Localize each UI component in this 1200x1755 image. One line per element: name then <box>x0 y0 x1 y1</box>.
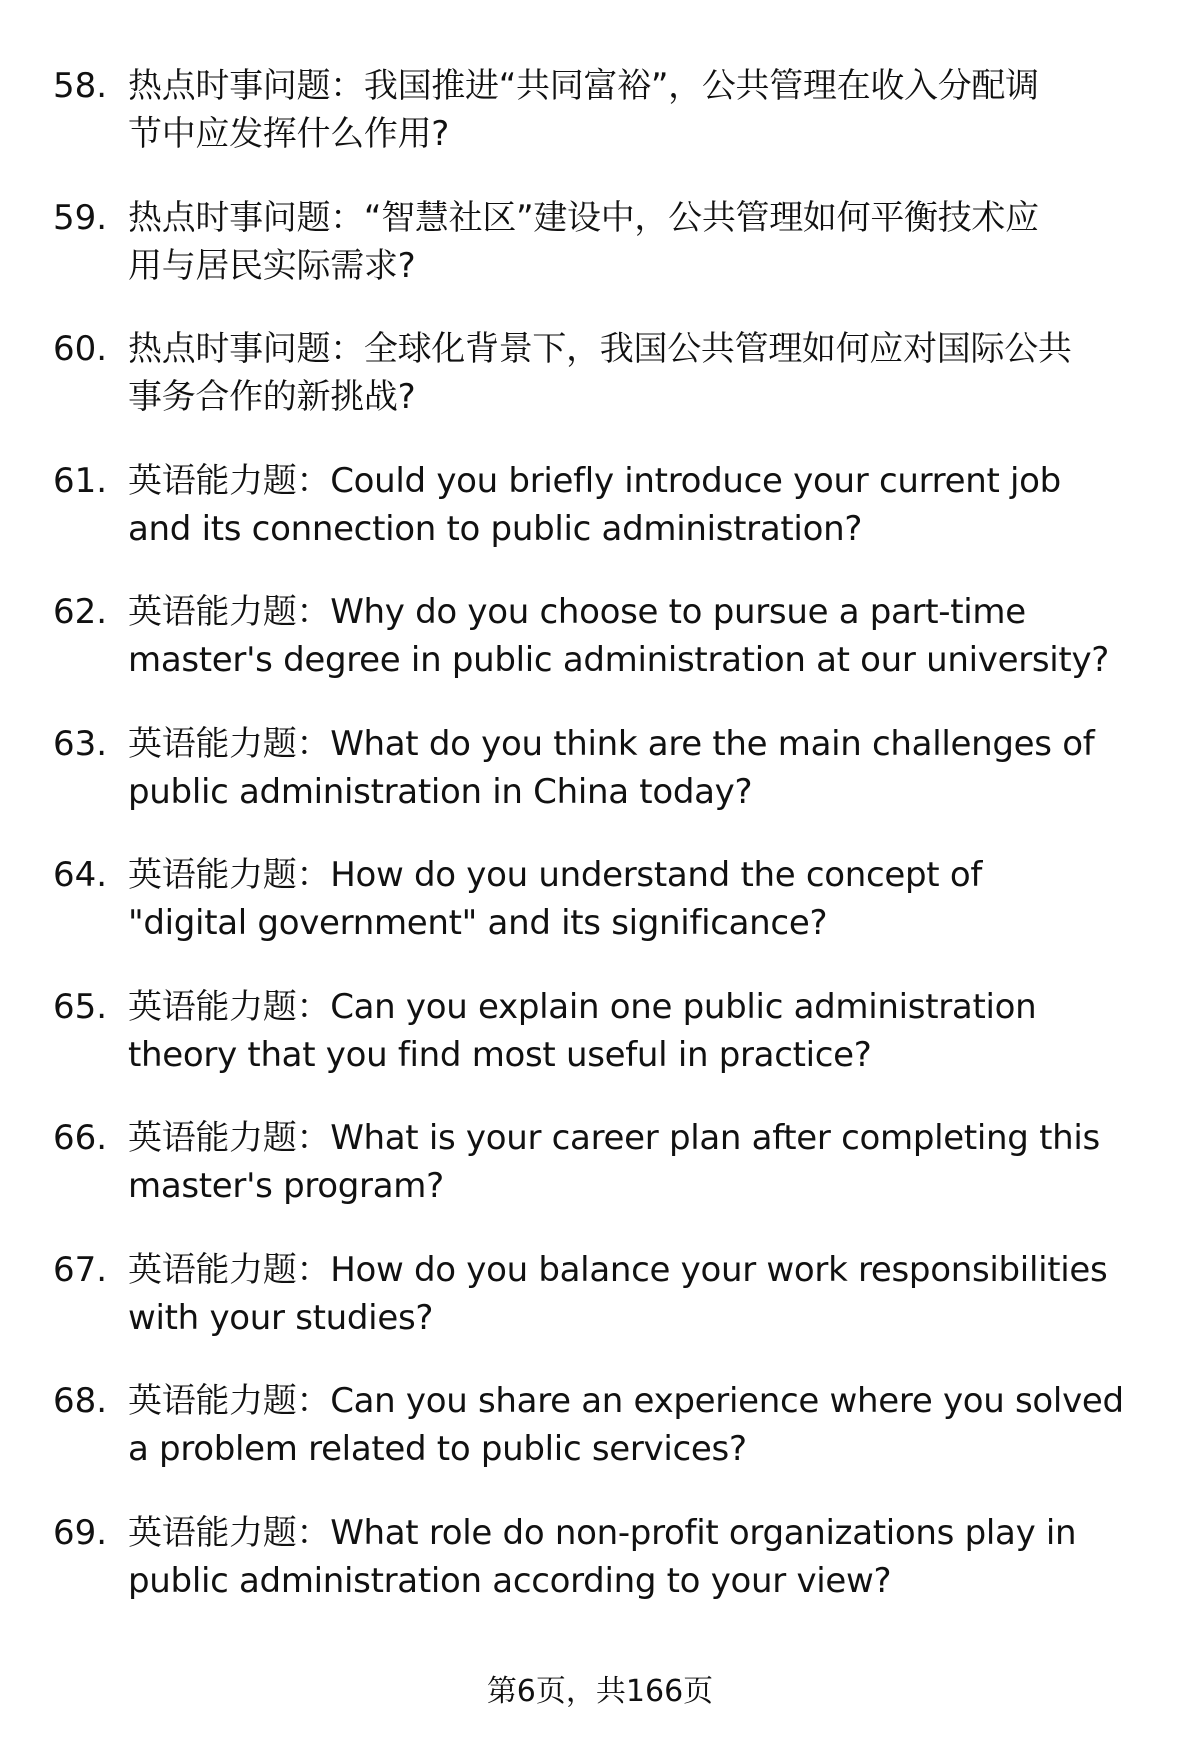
question-item <box>0 62 1200 194</box>
question-text-line: and its connection to public administration? <box>128 508 863 549</box>
question-text-line: 热点时事问题：全球化背景下，我国公共管理如何应对国际公共 <box>128 329 1072 369</box>
question-text-line: public administration in China today? <box>128 771 753 812</box>
question-number: 60. <box>53 329 108 369</box>
question-text-line: a problem related to public services? <box>128 1429 747 1469</box>
question-text-line: "digital government" and its significance? <box>128 903 828 943</box>
question-text-line: 英语能力题：What role do non-profit organizations play in <box>128 1512 1077 1553</box>
question-number: 64. <box>53 855 108 895</box>
question-number: 62. <box>53 592 108 632</box>
question-number: 67. <box>53 1249 108 1290</box>
question-text-line: 英语能力题：How do you balance your work responsibilities <box>128 1249 1108 1290</box>
question-item <box>0 1377 1200 1509</box>
question-number: 58. <box>53 66 108 106</box>
question-item <box>0 194 1200 326</box>
question-text-line: 英语能力题：Can you share an experience where you solved <box>128 1381 1124 1421</box>
question-text-line: with your studies? <box>128 1297 434 1338</box>
page-number: 第6页，共166页 <box>486 1674 714 1709</box>
question-item <box>0 720 1200 852</box>
question-text-line: 英语能力题：How do you understand the concept of <box>128 855 983 895</box>
question-number: 65. <box>53 986 108 1027</box>
question-text-line: master's program? <box>128 1166 444 1206</box>
question-item <box>0 588 1200 720</box>
question-text-line: 节中应发挥什么作用? <box>128 114 450 154</box>
question-text-line: 热点时事问题：“智慧社区”建设中，公共管理如何平衡技术应 <box>128 197 1039 238</box>
question-text-line: 用与居民实际需求? <box>128 245 416 286</box>
question-item <box>0 1114 1200 1246</box>
question-text-line: 英语能力题：Could you briefly introduce your current job <box>128 460 1061 501</box>
question-item <box>0 983 1200 1115</box>
question-item <box>0 457 1200 589</box>
question-text-line: theory that you find most useful in practice? <box>128 1034 872 1075</box>
question-text-line: 英语能力题：Can you explain one public administration <box>128 986 1037 1027</box>
question-text-line: 英语能力题：What do you think are the main challenges of <box>128 723 1095 764</box>
question-text-line: master's degree in public administration at our university? <box>128 640 1110 680</box>
question-number: 66. <box>53 1118 108 1158</box>
question-number: 69. <box>53 1512 108 1553</box>
question-item <box>0 1246 1200 1378</box>
question-number: 59. <box>53 197 108 238</box>
question-number: 68. <box>53 1381 108 1421</box>
question-text-line: 英语能力题：What is your career plan after completing this <box>128 1118 1100 1158</box>
question-number: 61. <box>53 460 108 501</box>
question-number: 63. <box>53 723 108 764</box>
question-text-line: 热点时事问题：我国推进“共同富裕”，公共管理在收入分配调 <box>128 66 1039 106</box>
question-item <box>0 851 1200 983</box>
question-text-line: 英语能力题：Why do you choose to pursue a part-time <box>128 592 1026 632</box>
question-item <box>0 325 1200 457</box>
question-item <box>0 1509 1200 1641</box>
question-list <box>0 62 1200 1640</box>
question-text-line: 事务合作的新挑战? <box>128 377 416 417</box>
question-text-line: public administration according to your view? <box>128 1560 892 1601</box>
